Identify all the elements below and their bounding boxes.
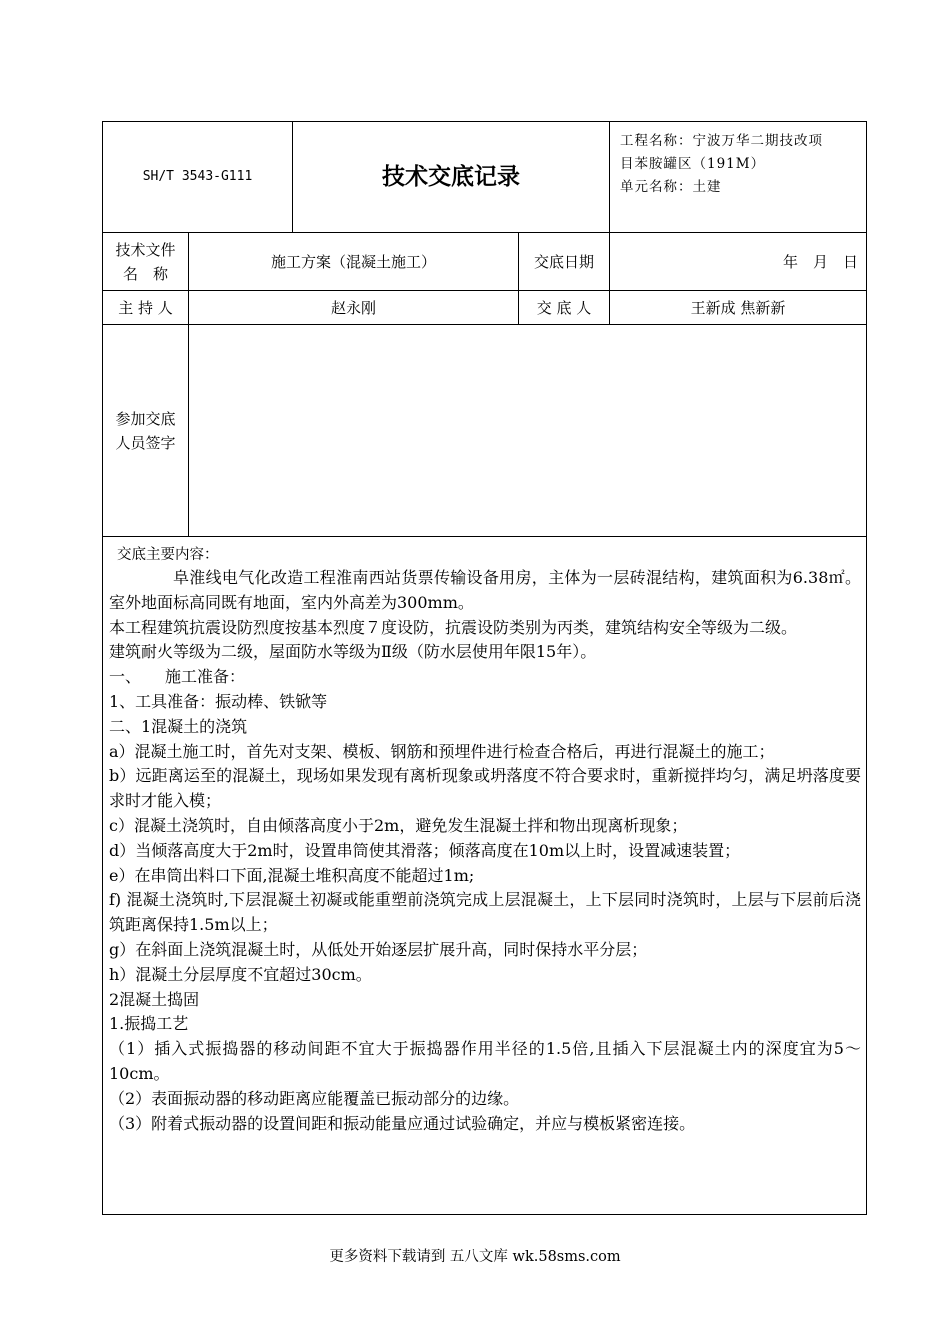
presenter-label: 交 底 人: [536, 298, 592, 317]
page-title: 技术交底记录: [382, 164, 520, 190]
content-heading: 交底主要内容：: [117, 547, 219, 563]
content-paragraph: 二、1混凝土的浇筑: [109, 716, 248, 736]
content-paragraph: a）混凝土施工时，首先对支架、模板、钢筋和预埋件进行检查合格后，再进行混凝土的施工；: [109, 741, 775, 761]
content-paragraph: 2混凝土捣固: [109, 989, 200, 1009]
standard-code: SH/T 3543-G111: [142, 169, 253, 184]
content-paragraph: （2）表面振动器的移动距离应能覆盖已振动部分的边缘。: [109, 1088, 520, 1108]
host-value: 赵永刚: [330, 298, 376, 317]
project-info: [620, 130, 860, 199]
content-paragraph: 建筑耐火等级为二级，屋面防水等级为Ⅱ级（防水层使用年限15年）。: [109, 642, 597, 662]
unit-name: 单元名称：土建: [620, 179, 722, 195]
briefing-content: [109, 544, 861, 1136]
attendees-label: [103, 325, 188, 536]
doc-name-label-line-1: 技术文件: [115, 240, 176, 259]
content-paragraph: 1.振捣工艺: [109, 1014, 189, 1034]
presenter-value: 王新成 焦新新: [690, 298, 786, 317]
content-paragraph: h）混凝土分层厚度不宜超过30cm。: [109, 964, 372, 984]
content-paragraph: d）当倾落高度大于2m时，设置串筒使其滑落；倾落高度在10m以上时，设置减速装置；: [109, 840, 741, 860]
attendees-label-line-1: 参加交底: [115, 409, 176, 428]
content-paragraph: c）混凝土浇筑时，自由倾落高度小于2m，避免发生混凝土拌和物出现离析现象；: [109, 815, 688, 835]
table-rule: [102, 536, 867, 537]
doc-name-label: [103, 233, 188, 290]
doc-name-value: 施工方案（混凝土施工）: [270, 252, 436, 271]
content-paragraph: 阜淮线电气化改造工程淮南西站货票传输设备用房，主体为一层砖混结构，建筑面积为6.38㎡。室外地面标高同既有地面，室内外高差为300mm。: [109, 568, 861, 612]
date-label: 交底日期: [533, 252, 594, 271]
project-name-line-1: 工程名称：宁波万华二期技改项: [620, 133, 823, 149]
content-paragraph: （1）插入式振捣器的移动间距不宜大于振捣器作用半径的1.5倍,且插入下层混凝土内的深度宜为5～10cm。: [109, 1039, 861, 1083]
date-value: 年 月 日: [782, 252, 858, 271]
content-paragraph: g）在斜面上浇筑混凝土时，从低处开始逐层扩展升高，同时保持水平分层；: [109, 939, 648, 959]
content-paragraph: b）远距离运至的混凝土，现场如果发现有离析现象或坍落度不符合要求时，重新搅拌均匀，满足坍落度要求时才能入模；: [109, 766, 861, 811]
host-label: 主 持 人: [118, 298, 173, 317]
content-paragraph: e）在串筒出料口下面,混凝土堆积高度不能超过1m;: [109, 865, 475, 885]
footer-link[interactable]: 更多资料下载请到 五八文库 wk.58sms.com: [329, 1249, 621, 1265]
doc-name-label-line-2: 名 称: [122, 264, 168, 283]
content-paragraph: f) 混凝土浇筑时,下层混凝土初凝或能重塑前浇筑完成上层混凝土，上下层同时浇筑时，上层与下层前后浇筑距离保持1.5m以上；: [109, 890, 861, 935]
attendees-label-line-2: 人员签字: [115, 433, 176, 452]
content-paragraph: （3）附着式振动器的设置间距和振动能量应通过试验确定，并应与模板紧密连接。: [109, 1113, 696, 1133]
content-paragraph: 本工程建筑抗震设防烈度按基本烈度７度设防，抗震设防类别为丙类，建筑结构安全等级为二级。: [109, 617, 798, 637]
content-paragraph: 1、工具准备：振动棒、铁锨等: [109, 691, 328, 711]
project-name-line-2: 目苯胺罐区（191M）: [620, 156, 766, 172]
signature-area[interactable]: [189, 325, 866, 536]
content-paragraph: 一、 施工准备：: [109, 667, 246, 687]
